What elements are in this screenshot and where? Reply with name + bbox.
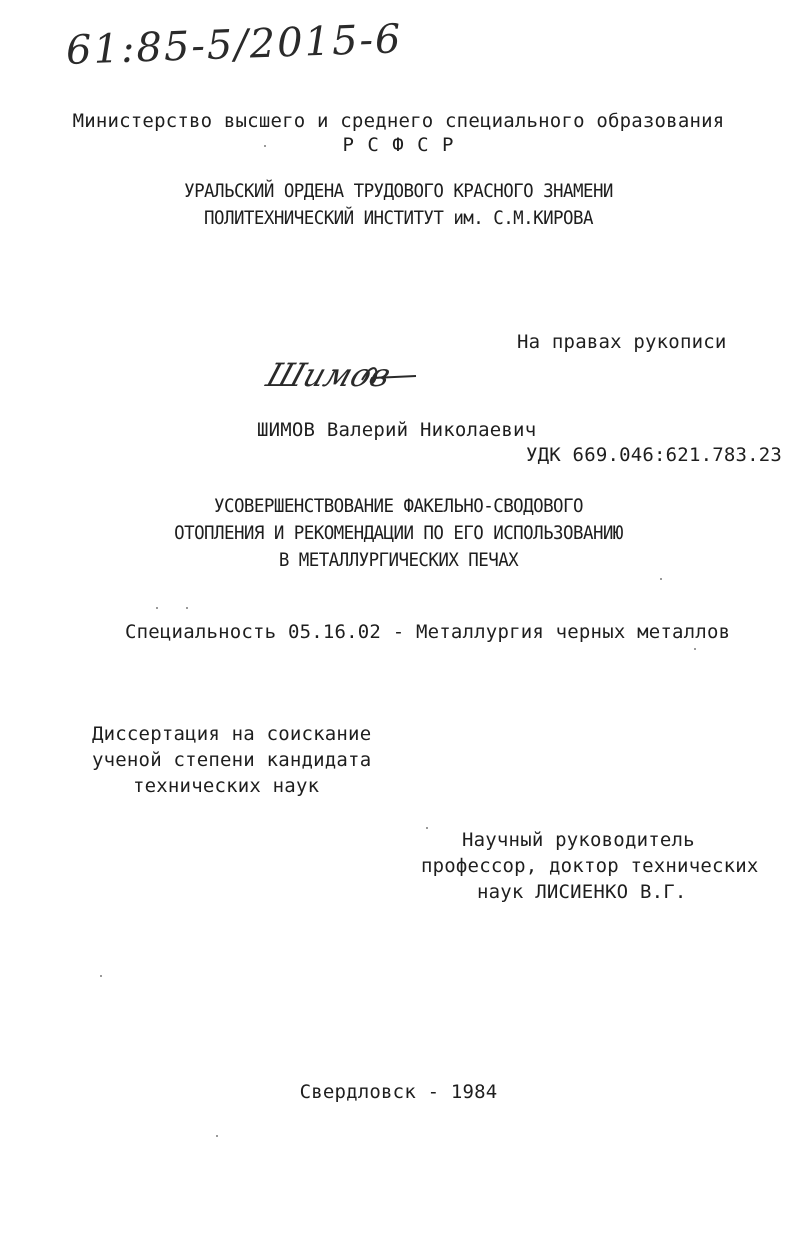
- scan-speck: [100, 975, 102, 977]
- supervisor-line-2: профессор, доктор технических: [421, 855, 759, 877]
- scan-speck: [156, 607, 158, 609]
- signature-flourish: [360, 362, 420, 388]
- ministry-line-1: Министерство высшего и среднего специального образования: [72, 110, 725, 132]
- dissertation-line-1: Диссертация на соискание: [92, 723, 372, 745]
- institute-line-1: УРАЛЬСКИЙ ОРДЕНА ТРУДОВОГО КРАСНОГО ЗНАМЕНИ: [184, 180, 613, 202]
- manuscript-rights: На правах рукописи: [517, 331, 727, 353]
- supervisor-line-1: Научный руководитель: [462, 829, 695, 851]
- scan-speck: [660, 578, 662, 580]
- scan-speck: [186, 607, 188, 609]
- city-year: Свердловск - 1984: [299, 1081, 498, 1103]
- title-line-2: ОТОПЛЕНИЯ И РЕКОМЕНДАЦИИ ПО ЕГО ИСПОЛЬЗОВАНИЮ: [174, 522, 623, 544]
- institute-line-2: ПОЛИТЕХНИЧЕСКИЙ ИНСТИТУТ им. С.М.КИРОВА: [204, 207, 593, 229]
- author-signature: Шимов: [261, 356, 396, 394]
- scan-speck: [426, 827, 428, 829]
- title-line-1: УСОВЕРШЕНСТВОВАНИЕ ФАКЕЛЬНО-СВОДОВОГО: [214, 495, 583, 517]
- author-name: ШИМОВ Валерий Николаевич: [257, 419, 537, 441]
- dissertation-line-2: ученой степени кандидата: [92, 749, 372, 771]
- scan-speck: [264, 145, 266, 147]
- dissertation-line-3: технических наук: [133, 775, 320, 797]
- udc-code: УДК 669.046:621.783.23: [526, 444, 783, 466]
- supervisor-line-3: наук ЛИСИЕНКО В.Г.: [477, 881, 687, 903]
- title-line-3: В МЕТАЛЛУРГИЧЕСКИХ ПЕЧАХ: [278, 549, 519, 571]
- ministry-line-2: Р С Ф С Р: [342, 134, 455, 156]
- scan-speck: [216, 1135, 218, 1137]
- scan-speck: [694, 648, 696, 650]
- archive-number: 61:85-5/2015-6: [65, 16, 404, 74]
- specialty: Специальность 05.16.02 - Металлургия черных металлов: [125, 621, 731, 643]
